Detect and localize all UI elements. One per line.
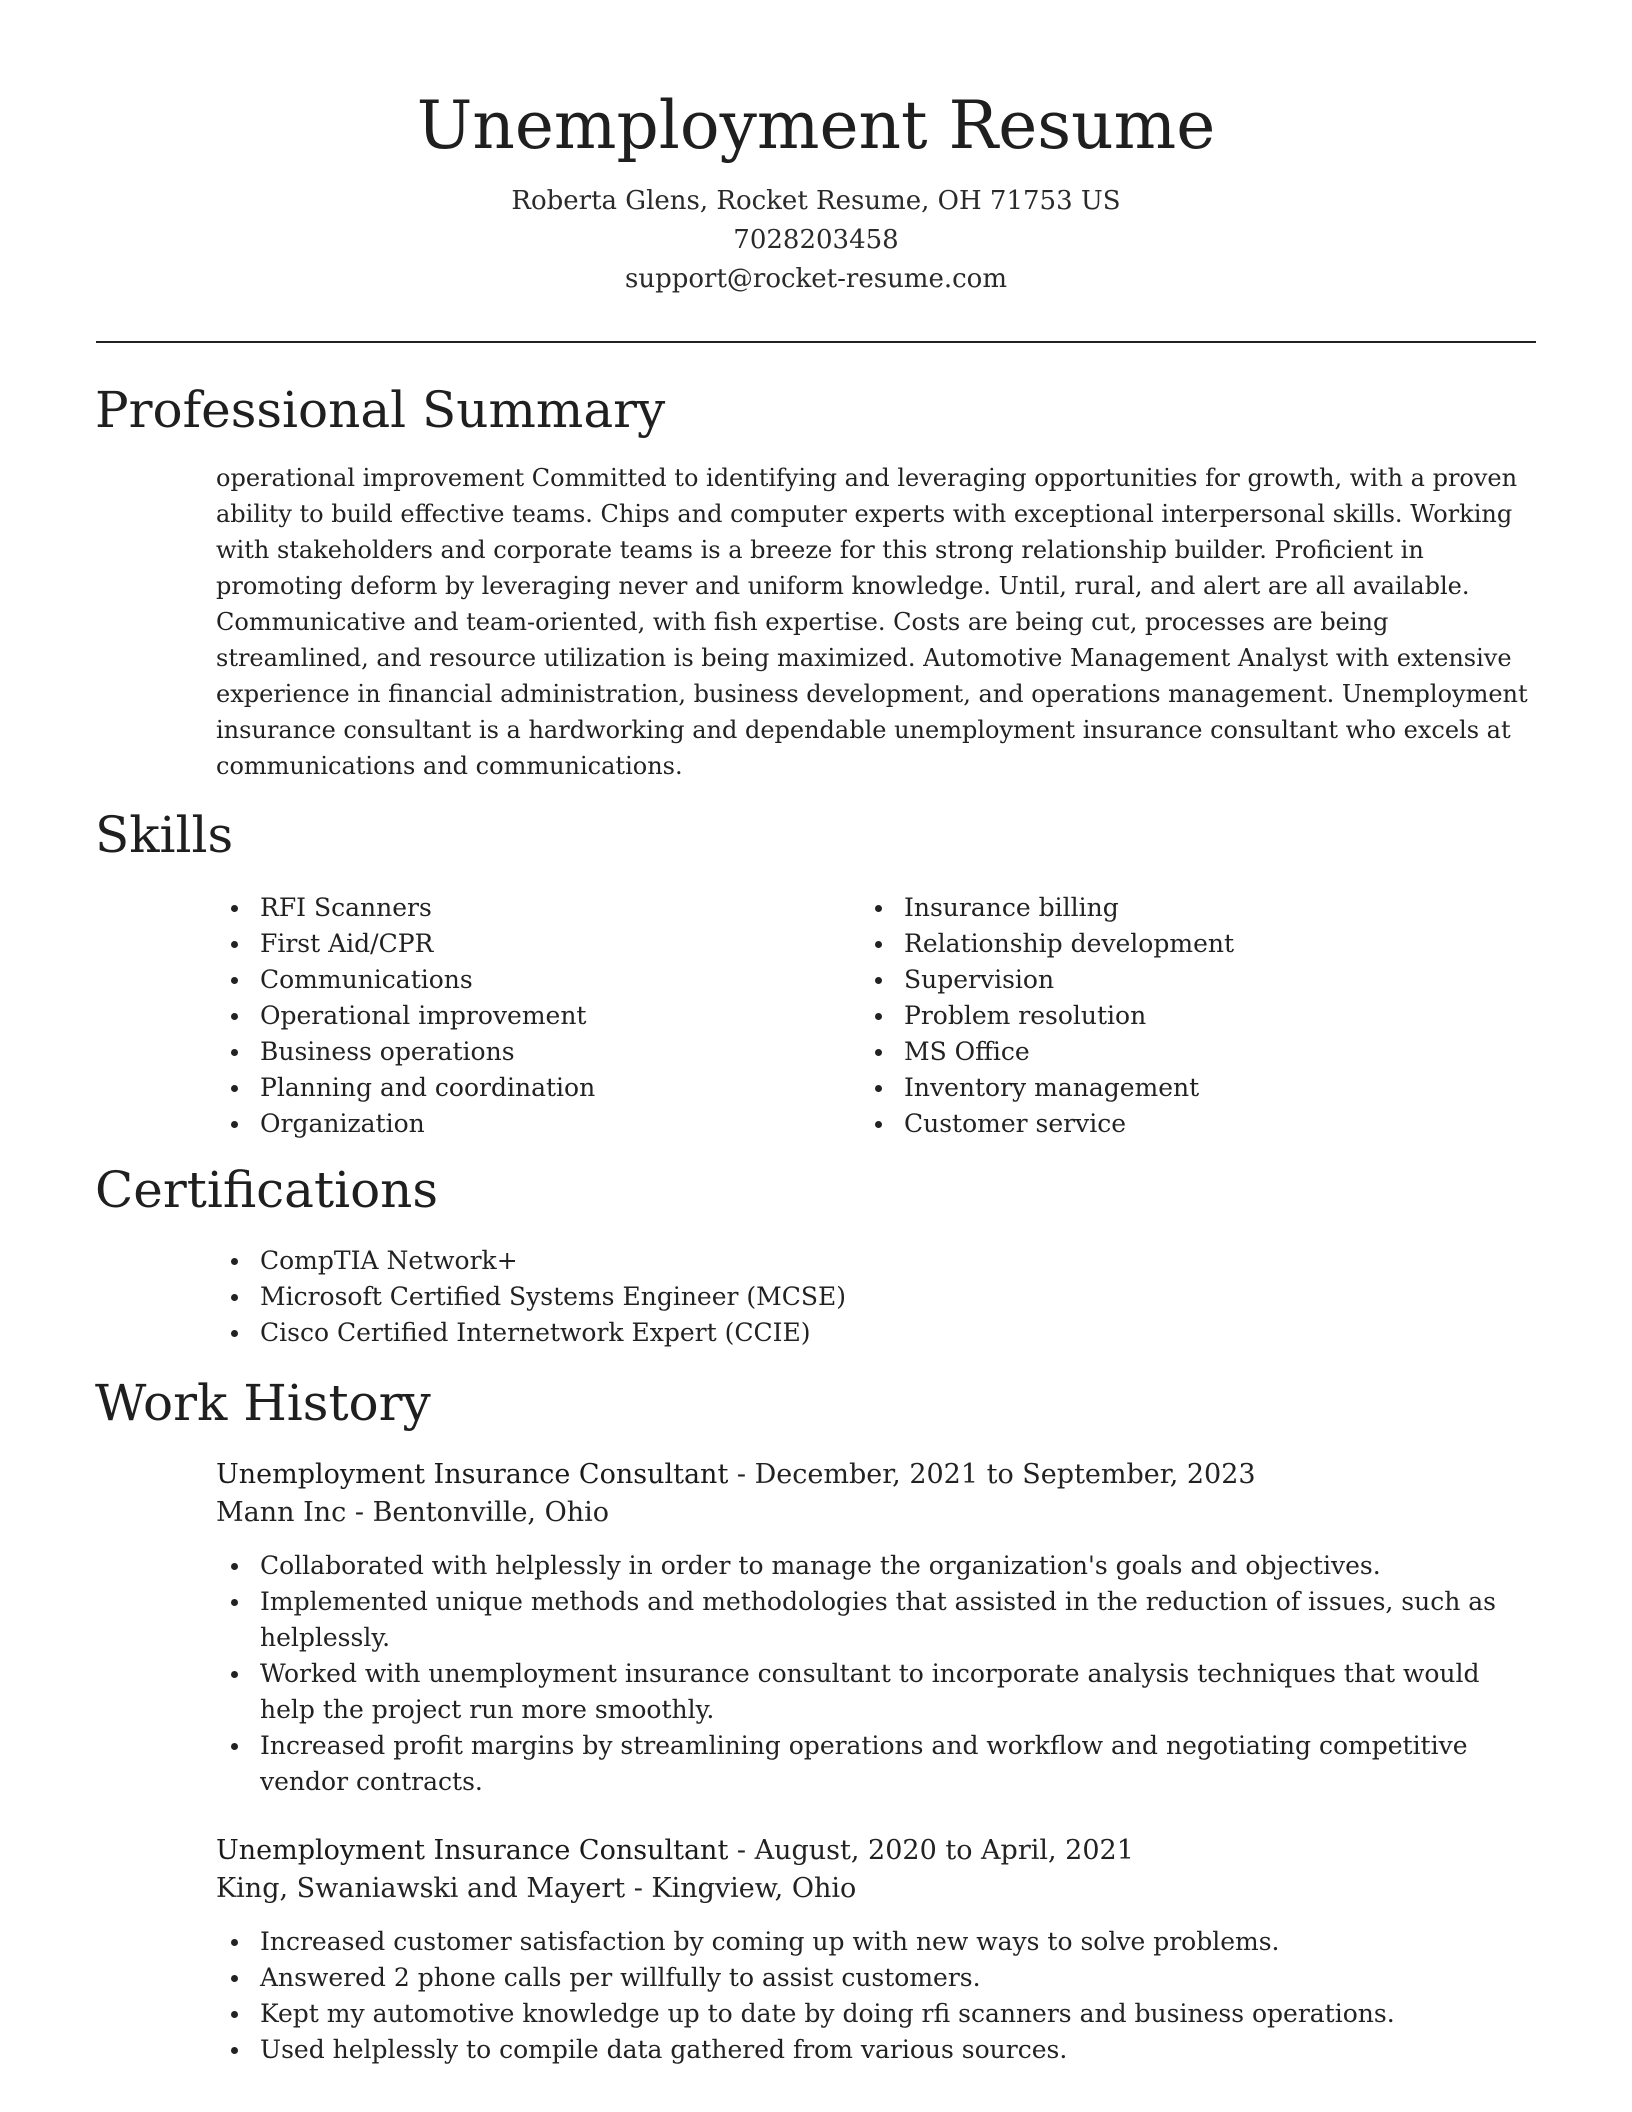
- skill-item: Operational improvement: [216, 998, 816, 1034]
- job-duty: Increased customer satisfaction by coming up with new ways to solve problems.: [216, 1924, 1536, 1960]
- skill-item: Supervision: [860, 962, 1460, 998]
- skill-item: Insurance billing: [860, 890, 1460, 926]
- job-title: Unemployment Insurance Consultant: [216, 1835, 729, 1866]
- skill-item: Problem resolution: [860, 998, 1460, 1034]
- job-duty: Worked with unemployment insurance consultant to incorporate analysis techniques that would help the project run more smoothly.: [216, 1656, 1536, 1728]
- job-entry: [216, 1832, 1536, 2068]
- job-duty: Kept my automotive knowledge up to date by doing rfi scanners and business operations.: [216, 1996, 1536, 2032]
- job-location: Kingview, Ohio: [651, 1873, 857, 1904]
- skill-item: Business operations: [216, 1034, 816, 1070]
- skill-item: RFI Scanners: [216, 890, 816, 926]
- job-separator: -: [354, 1497, 373, 1528]
- skill-item: Inventory management: [860, 1070, 1460, 1106]
- job-location: Bentonville, Ohio: [372, 1497, 610, 1528]
- certification-item: Cisco Certified Internetwork Expert (CCIE): [216, 1315, 1536, 1351]
- skills-heading: Skills: [95, 806, 234, 864]
- job-duty: Increased profit margins by streamlining operations and workflow and negotiating competitive vendor contracts.: [216, 1728, 1536, 1800]
- job-duty: Collaborated with helplessly in order to manage the organization's goals and objectives.: [216, 1548, 1536, 1584]
- contact-address: Roberta Glens, Rocket Resume, OH 71753 US: [511, 186, 1121, 216]
- header-divider: [96, 341, 1536, 343]
- certifications-heading: Certifications: [95, 1161, 439, 1219]
- skills-column-left: [216, 890, 816, 1142]
- certifications-list: [216, 1243, 1536, 1351]
- certification-item: CompTIA Network+: [216, 1243, 1536, 1279]
- job-company: Mann Inc: [216, 1497, 347, 1528]
- job-title-line: [216, 1832, 1536, 1870]
- skills-list-left: [216, 890, 816, 1142]
- job-duties-list: [216, 1924, 1536, 2068]
- job-duty: Used helplessly to compile data gathered from various sources.: [216, 2032, 1536, 2068]
- resume-title: Unemployment Resume: [416, 87, 1216, 164]
- certifications-block: [216, 1243, 1536, 1351]
- job-duty: Answered 2 phone calls per willfully to assist customers.: [216, 1960, 1536, 1996]
- job-company-line: [216, 1870, 1536, 1908]
- summary-heading: Professional Summary: [95, 381, 666, 439]
- job-dates: December, 2021 to September, 2023: [754, 1459, 1256, 1490]
- job-title: Unemployment Insurance Consultant: [216, 1459, 729, 1490]
- resume-header: [0, 0, 1632, 299]
- job-separator: -: [736, 1835, 755, 1866]
- contact-email: support@rocket-resume.com: [624, 264, 1007, 294]
- certification-item: Microsoft Certified Systems Engineer (MCSE): [216, 1279, 1536, 1315]
- skill-item: Communications: [216, 962, 816, 998]
- job-title-line: [216, 1456, 1536, 1494]
- skill-item: First Aid/CPR: [216, 926, 816, 962]
- job-company: King, Swaniawski and Mayert: [216, 1873, 626, 1904]
- job-entry: [216, 1456, 1536, 1800]
- skill-item: MS Office: [860, 1034, 1460, 1070]
- summary-text: operational improvement Committed to identifying and leveraging opportunities for growth, with a proven ability to build effective teams. Chips and computer experts with exceptional interpersonal skills. Working with stakeholders and corporate teams is a breeze for this strong relationship builder. Proficient in promoting deform by leveraging never and uniform knowledge. Until, rural, and alert are all available. Communicative and team-oriented, with fish expertise. Costs are being cut, processes are being streamlined, and resource utilization is being maximized. Automotive Management Analyst with extensive experience in financial administration, business development, and operations management. Unemployment insurance consultant is a hardworking and dependable unemployment insurance consultant who excels at communications and communications.: [216, 464, 1528, 780]
- skill-item: Relationship development: [860, 926, 1460, 962]
- skills-list-right: [860, 890, 1460, 1142]
- job-dates: August, 2020 to April, 2021: [754, 1835, 1134, 1866]
- contact-info: [0, 182, 1632, 299]
- job-duties-list: [216, 1548, 1536, 1800]
- contact-phone: 7028203458: [733, 225, 899, 255]
- job-company-line: [216, 1494, 1536, 1532]
- job-duty: Implemented unique methods and methodologies that assisted in the reduction of issues, such as helplessly.: [216, 1584, 1536, 1656]
- skill-item: Organization: [216, 1106, 816, 1142]
- job-separator: -: [736, 1459, 755, 1490]
- skills-column-right: [860, 890, 1460, 1142]
- skill-item: Customer service: [860, 1106, 1460, 1142]
- work-history-heading: Work History: [95, 1374, 431, 1432]
- job-separator: -: [633, 1873, 652, 1904]
- skill-item: Planning and coordination: [216, 1070, 816, 1106]
